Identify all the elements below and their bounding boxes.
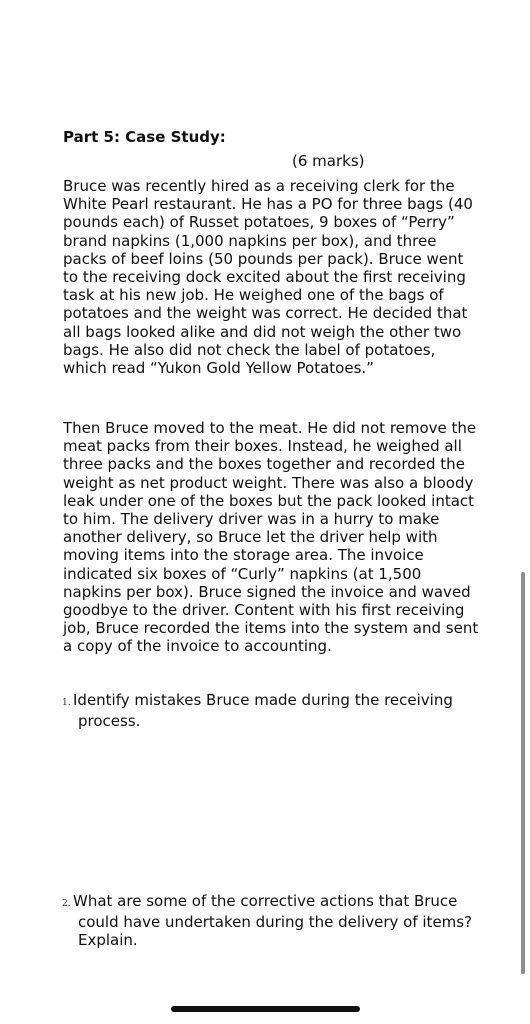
case-paragraph-2: Then Bruce moved to the meat. He did not remove the meat packs from their boxes. Instead, he weighed all three packs and the boxes together and recorded the weight as net product weight. There was also a bloody leak under one of the boxes but the pack looked intact to him. The delivery driver was in a hurry to make another delivery, so Bruce let the driver help with moving items into the storage area. The invoice indicated six boxes of “Curly” napkins (at 1,500 napkins per box). Bruce signed the invoice and waved goodbye to the driver. Content with his first receiving job, Bruce recorded the items into the system and sent a copy of the invoice to accounting. xyxy=(63,419,479,656)
vertical-scrollbar[interactable] xyxy=(521,572,525,974)
home-indicator[interactable] xyxy=(171,1006,360,1012)
case-paragraph-1: Bruce was recently hired as a receiving clerk for the White Pearl restaurant. He has a PO for three bags (40 pounds each) of Russet potatoes, 9 boxes of “Perry” brand napkins (1,000 napkins per box), and three packs of beef loins (50 pounds per pack). Bruce went to the receiving dock excited about the first receiving task at his new job. He weighed one of the bags of potatoes and the weight was correct. He decided that all bags looked alike and did not weigh the other two bags. He also did not check the label of potatoes, which read “Yukon Gold Yellow Potatoes.” xyxy=(63,177,473,378)
question-1-number: 1. xyxy=(62,698,71,708)
question-2 xyxy=(62,892,498,950)
question-2-text: What are some of the corrective actions that Bruce could have undertaken during the delivery of items? Explain. xyxy=(73,892,473,950)
marks-label: (6 marks) xyxy=(292,152,365,170)
question-1-text: Identify mistakes Bruce made during the receiving process. xyxy=(73,691,453,731)
case-study-heading: Part 5: Case Study: xyxy=(63,128,226,146)
question-2-number: 2. xyxy=(62,899,71,909)
question-1 xyxy=(62,691,498,730)
